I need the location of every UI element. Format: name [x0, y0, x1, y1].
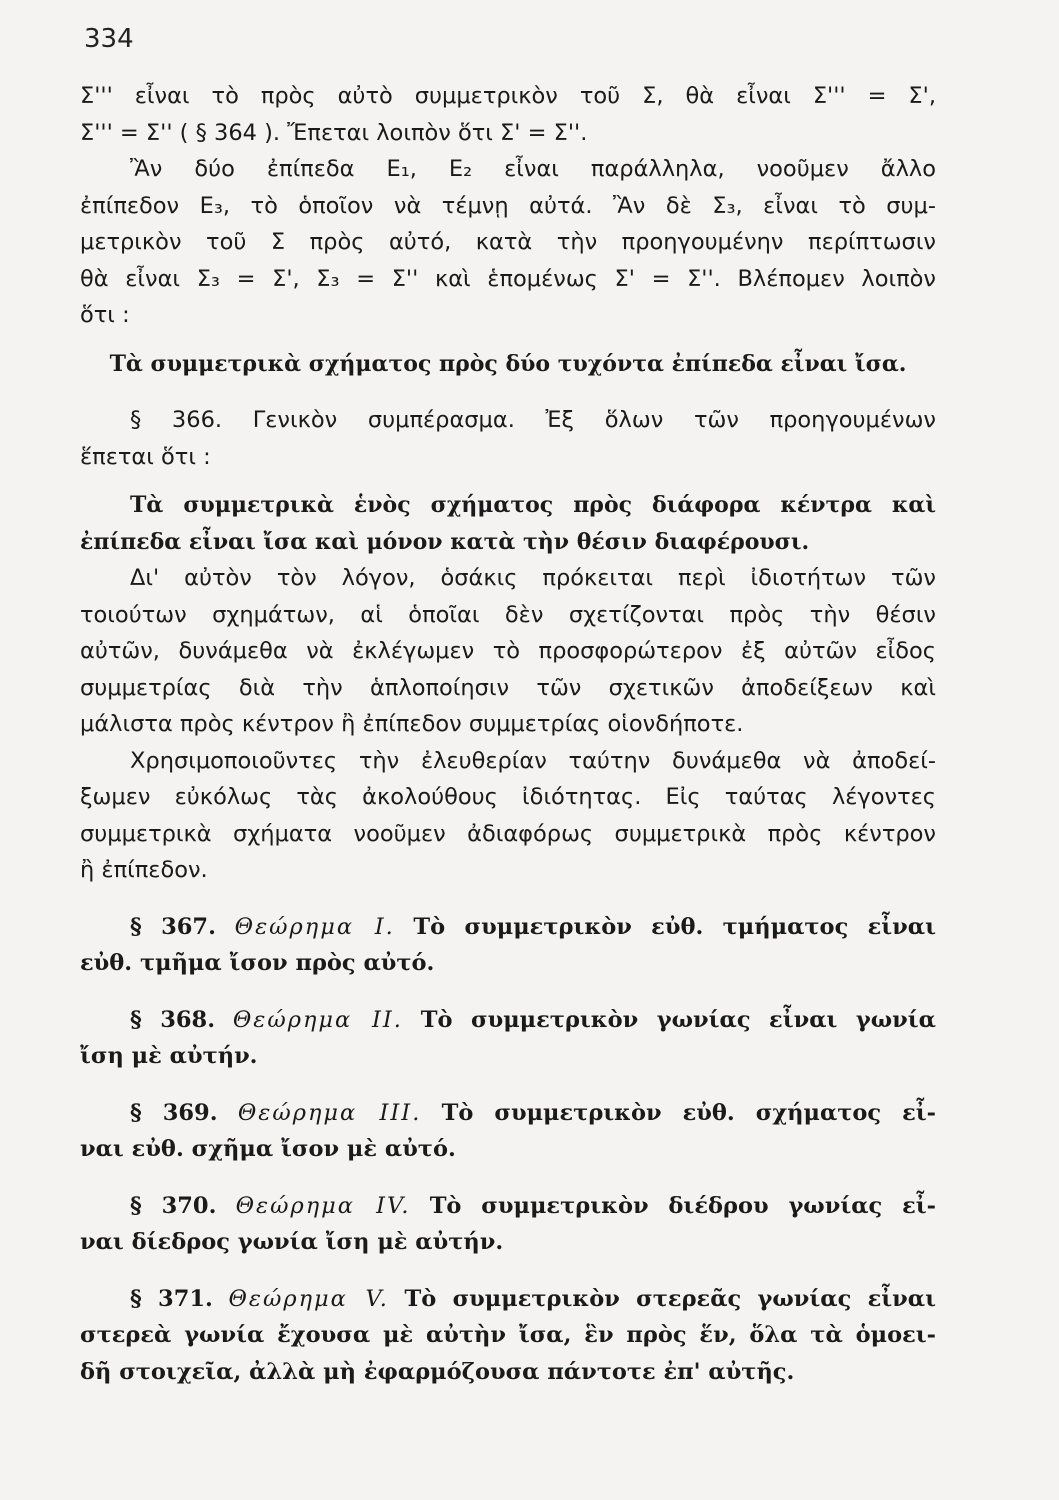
paragraph-freedom — [80, 743, 936, 889]
theorem-370 — [80, 1188, 936, 1261]
text-line: ἢ ἐπίπεδον. — [80, 857, 208, 883]
conclusion-planes: Τὰ συμμετρικὰ σχήματος πρὸς δύο τυχόντα ἐπίπεδα εἶναι ἴσα. — [109, 350, 907, 377]
theorem-statement: ναι εὐθ. σχῆμα ἴσον μὲ αὐτό. — [80, 1136, 456, 1162]
text-line — [80, 1281, 936, 1318]
theorem-statement: Τὸ συμμετρικὸν εὐθ. τμήματος εἶναι — [413, 913, 937, 940]
section-heading-line: § 366. Γενικὸν συμπέρασμα. Ἐξ ὅλων τῶν προηγουμένων — [130, 407, 936, 433]
section-number: § 370. — [130, 1192, 217, 1219]
theorem-statement: Τὸ συμμετρικὸν διέδρου γωνίας εἶ- — [429, 1192, 936, 1219]
text-line: μάλιστα πρὸς κέντρον ἢ ἐπίπεδον συμμετρίας οἱονδήποτε. — [80, 711, 744, 737]
section-number: § 369. — [130, 1099, 218, 1126]
text-line: τοιούτων σχημάτων, αἱ ὁποῖαι δὲν σχετίζονται πρὸς τὴν θέσιν — [80, 601, 936, 628]
conclusion-general — [80, 487, 936, 560]
text-line: ἐπίπεδον E₃, τὸ ὁποῖον νὰ τέμνῃ αὐτά. Ἂν δὲ Σ₃, εἶναι τὸ συμ- — [80, 192, 936, 219]
theorem-statement: Τὸ συμμετρικὸν γωνίας εἶναι γωνία — [420, 1006, 936, 1033]
theorem-label: Θεώρημα IV. — [235, 1192, 411, 1219]
text-line: συμμετρικὰ σχήματα νοοῦμεν ἀδιαφόρως συμμετρικὰ πρὸς κέντρον — [80, 820, 936, 847]
text-line: μετρικὸν τοῦ Σ πρὸς αὐτό, κατὰ τὴν προηγουμένην περίπτωσιν — [80, 229, 936, 255]
text-line: θὰ εἶναι Σ₃ = Σ', Σ₃ = Σ'' καὶ ἑπομένως Σ' = Σ''. Βλέπομεν λοιπὸν — [80, 265, 936, 292]
section-number: § 371. — [130, 1285, 213, 1312]
theorem-367 — [80, 909, 936, 982]
theorem-statement: εὐθ. τμῆμα ἴσον πρὸς αὐτό. — [80, 950, 435, 976]
theorem-statement: Τὸ συμμετρικὸν στερεᾶς γωνίας εἶναι — [404, 1285, 936, 1312]
theorem-statement: δῆ στοιχεῖα, ἀλλὰ μὴ ἐφαρμόζουσα πάντοτε ἐπ' αὐτῆς. — [80, 1358, 795, 1385]
theorem-label: Θεώρημα I. — [234, 913, 395, 940]
paragraph-reason — [80, 560, 936, 743]
intro-paragraph — [80, 78, 936, 151]
text-line — [80, 1095, 936, 1132]
theorem-label: Θεώρημα II. — [232, 1006, 403, 1033]
theorem-label: Θεώρημα V. — [228, 1285, 389, 1312]
text-line — [80, 909, 936, 946]
text-line — [80, 1002, 936, 1039]
theorem-368 — [80, 1002, 936, 1075]
theorem-statement: ναι δίεδρος γωνία ἴση μὲ αὐτήν. — [80, 1229, 504, 1255]
text-line: Σ''' = Σ'' ( § 364 ). Ἔπεται λοιπὸν ὅτι Σ' = Σ''. — [80, 119, 588, 146]
section-number: § 367. — [130, 913, 216, 940]
text-line: ὅτι : — [80, 302, 130, 328]
page-number: 334 — [84, 24, 134, 54]
section-number: § 368. — [130, 1006, 216, 1033]
theorem-369 — [80, 1095, 936, 1168]
text-line: Σ''' εἶναι τὸ πρὸς αὐτὸ συμμετρικὸν τοῦ Σ, θὰ εἶναι Σ''' = Σ', — [80, 83, 936, 109]
text-line: Δι' αὐτὸν τὸν λόγον, ὁσάκις πρόκειται περὶ ἰδιοτήτων τῶν — [130, 565, 936, 591]
text-line — [80, 1188, 936, 1225]
text-line: Ἂν δύο ἐπίπεδα E₁, E₂ εἶναι παράλληλα, νοοῦμεν ἄλλο — [130, 156, 936, 182]
text-line: Τὰ συμμετρικὰ ἑνὸς σχήματος πρὸς διάφορα κέντρα καὶ — [130, 492, 936, 518]
theorem-statement: στερεὰ γωνία ἔχουσα μὲ αὐτὴν ἴσα, ἓν πρὸς ἕν, ὅλα τὰ ὁμοει- — [80, 1322, 936, 1348]
text-line: Χρησιμοποιοῦντες τὴν ἐλευθερίαν ταύτην δυνάμεθα νὰ ἀποδεί- — [130, 747, 936, 774]
section-366 — [80, 402, 936, 475]
text-line: ξωμεν εὐκόλως τὰς ἀκολούθους ἰδιότητας. Εἰς ταύτας λέγοντες — [80, 784, 936, 810]
theorem-statement: ἴση μὲ αὐτήν. — [80, 1043, 258, 1069]
text-line: ἐπίπεδα εἶναι ἴσα καὶ μόνον κατὰ τὴν θέσιν διαφέρουσι. — [80, 528, 810, 555]
theorem-371 — [80, 1281, 936, 1391]
paragraph-parallel-planes — [80, 151, 936, 334]
page-body — [80, 78, 936, 1390]
text-line: ἕπεται ὅτι : — [80, 443, 211, 470]
text-line: αὐτῶν, δυνάμεθα νὰ ἐκλέγωμεν τὸ προσφορώτερον ἐξ αὐτῶν εἶδος — [80, 638, 936, 664]
theorem-statement: Τὸ συμμετρικὸν εὐθ. σχήματος εἶ- — [441, 1099, 936, 1126]
theorem-label: Θεώρημα III. — [237, 1099, 422, 1126]
text-line: συμμετρίας διὰ τὴν ἁπλοποίησιν τῶν σχετικῶν ἀποδείξεων καὶ — [80, 674, 936, 701]
